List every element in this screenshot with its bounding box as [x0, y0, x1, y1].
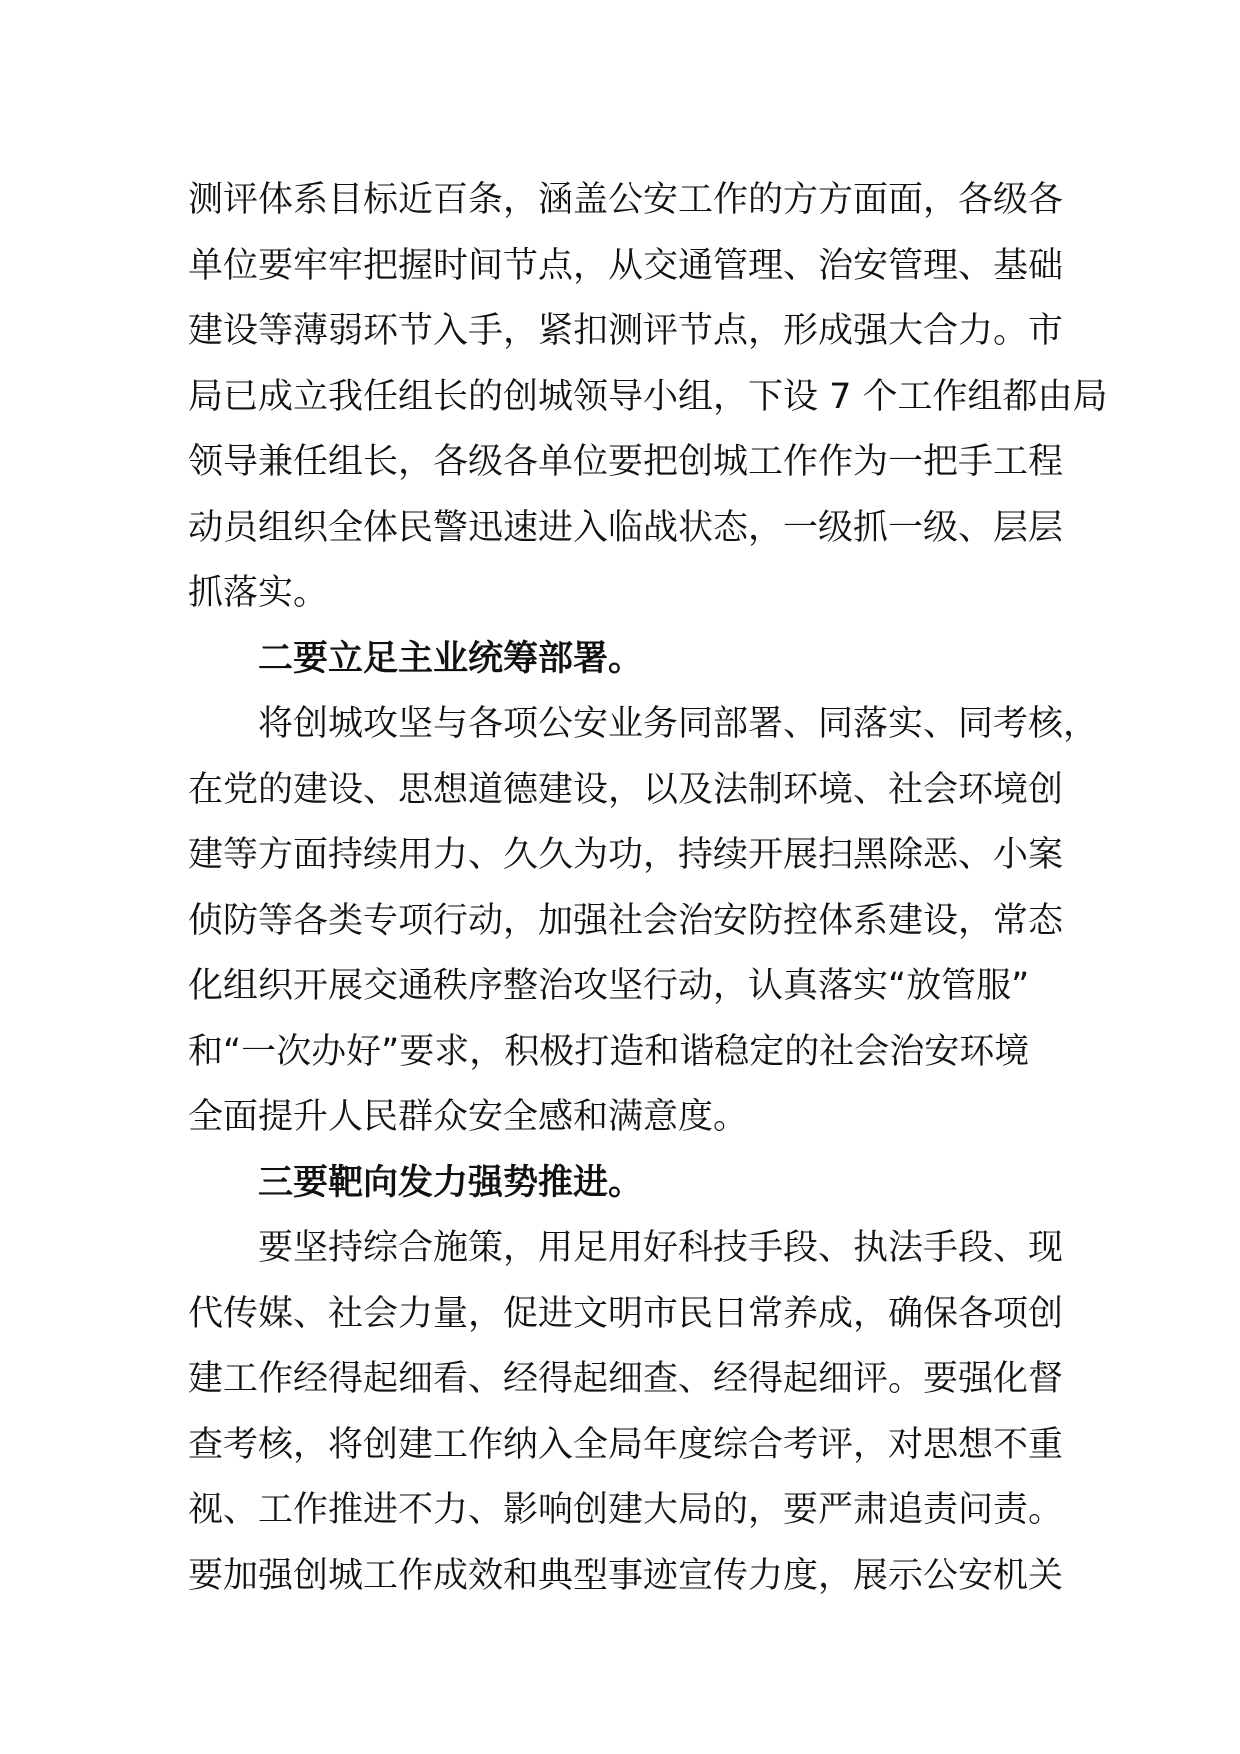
text-line: 视、工作推进不力、影响创建大局的，要严肃追责问责。: [188, 1490, 1064, 1530]
text-line: 领导兼任组长，各级各单位要把创城工作作为一把手工程: [188, 442, 1064, 482]
text-line: 局已成立我任组长的创城领导小组，下设 7 个工作组都由局: [188, 376, 1108, 417]
text-line: 建等方面持续用力、久久为功，持续开展扫黑除恶、小案: [188, 835, 1064, 875]
text-line: 全面提升人民群众安全感和满意度。: [188, 1097, 749, 1137]
text-line: 侦防等各类专项行动，加强社会治安防控体系建设，常态: [188, 900, 1064, 941]
paragraph-first-line: 将创城攻坚与各项公安业务同部署、同落实、同考核，: [258, 704, 1099, 744]
paragraph-first-line: 要坚持综合施策，用足用好科技手段、执法手段、现: [258, 1228, 1064, 1268]
section-heading: 二要立足主业统筹部署。: [258, 638, 644, 679]
text-line: 测评体系目标近百条，涵盖公安工作的方方面面，各级各: [188, 180, 1064, 220]
text-line: 在党的建设、思想道德建设，以及法制环境、社会环境创: [188, 769, 1064, 810]
text-line: 动员组织全体民警迅速进入临战状态，一级抓一级、层层: [188, 507, 1064, 548]
section-heading: 三要靶向发力强势推进。: [258, 1162, 644, 1203]
text-line: 查考核，将创建工作纳入全局年度综合考评，对思想不重: [188, 1424, 1064, 1465]
text-line: 建设等薄弱环节入手，紧扣测评节点，形成强大合力。市: [188, 311, 1064, 351]
text-line: 和“一次办好”要求，积极打造和谐稳定的社会治安环境: [188, 1031, 1030, 1072]
text-line: 代传媒、社会力量，促进文明市民日常养成，确保各项创: [188, 1293, 1064, 1334]
text-line: 化组织开展交通秩序整治攻坚行动，认真落实“放管服”: [188, 966, 1030, 1006]
text-line: 要加强创城工作成效和典型事迹宣传力度，展示公安机关: [188, 1555, 1064, 1596]
text-line: 单位要牢牢把握时间节点，从交通管理、治安管理、基础: [188, 245, 1064, 286]
text-line: 抓落实。: [188, 573, 329, 613]
document-body: [188, 168, 1108, 1609]
text-line: 建工作经得起细看、经得起细查、经得起细评。要强化督: [188, 1359, 1064, 1399]
